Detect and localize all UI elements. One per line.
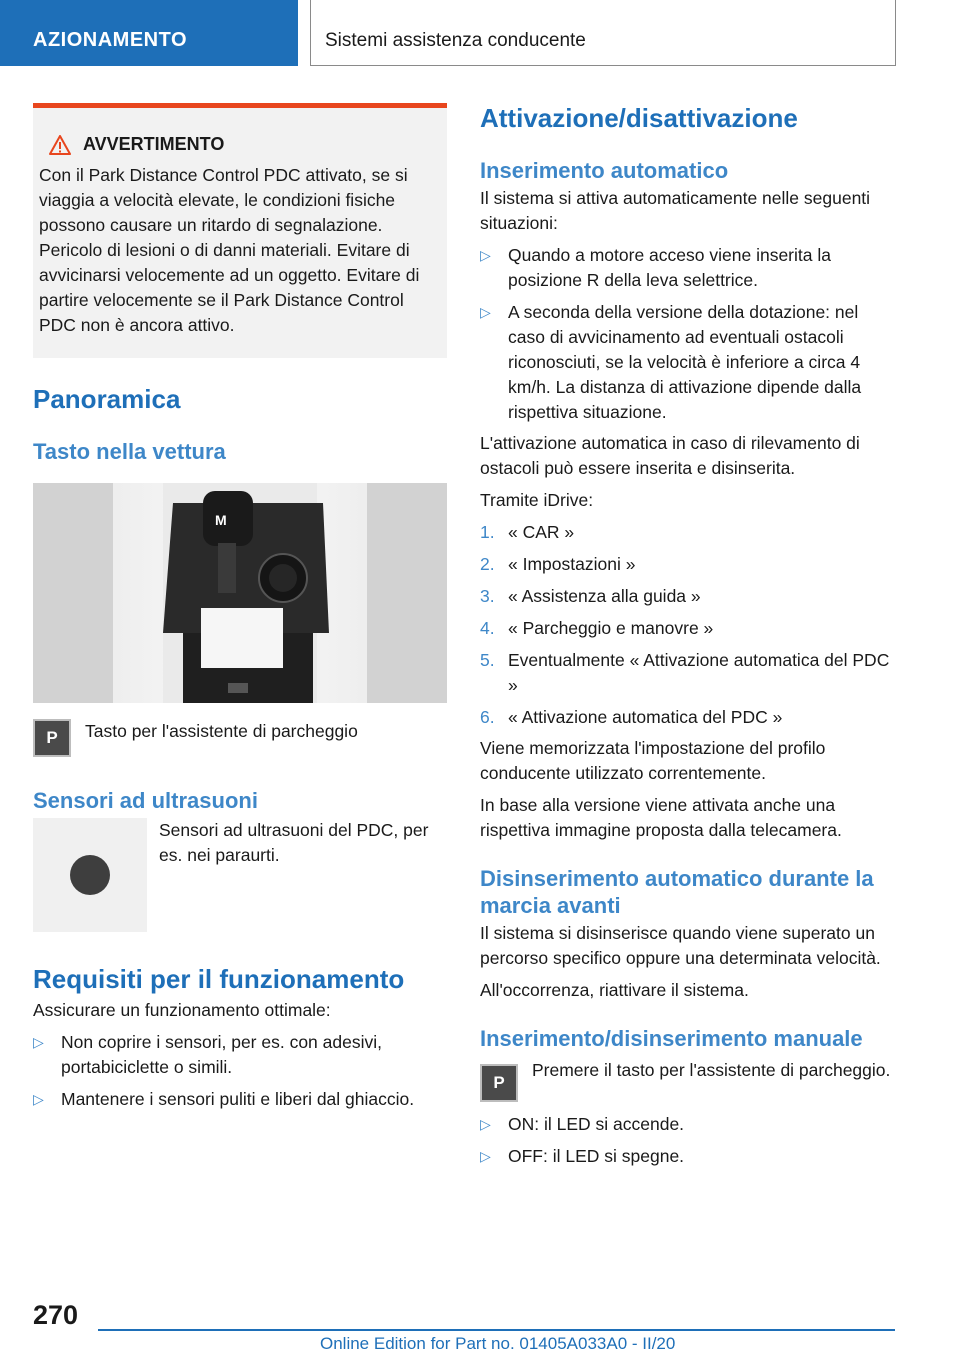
sensor-disc: [70, 855, 110, 895]
sensors-text: Sensori ad ultrasuoni del PDC, per es. nei paraurti.: [159, 820, 429, 865]
list-item: ▷ OFF: il LED si spegne.: [480, 1144, 896, 1169]
console-illustration: [33, 483, 447, 703]
button-caption-row: [33, 719, 447, 757]
sensors-row: [33, 818, 447, 932]
sensor-image: [33, 818, 147, 932]
list-item: 1. « CAR »: [480, 522, 575, 542]
left-column: [33, 103, 447, 1112]
auto-list: [480, 243, 896, 425]
overview-heading: Panoramica: [33, 384, 181, 414]
list-item: 6. « Attivazione automatica del PDC »: [480, 707, 783, 727]
warning-title: AVVERTIMENTO: [83, 134, 225, 154]
section-tab: AZIONAMENTO: [0, 0, 298, 66]
auto-note: L'attivazione automatica in caso di rilevamento di ostacoli può essere inserita e disinserita.: [480, 433, 860, 478]
parking-assistant-icon: P: [480, 1064, 518, 1102]
sensors-heading: Sensori ad ultrasuoni: [33, 788, 258, 813]
list-item: 2. « Impostazioni »: [480, 554, 636, 574]
auto-off-heading: Disinserimento automatico durante la marcia avanti: [480, 866, 874, 918]
warning-text: Con il Park Distance Control PDC attivato, se si viaggia a velocità elevate, le condizioni fisiche possono causare un ritardo di segnalazione. Pericolo di lesioni o di danni materiali. Evitare di avvicinarsi velocemente ad un oggetto. Evitare di partire velocemente se il Park Distance Control PDC non è ancora attivo.: [39, 165, 420, 335]
warning-heading: [39, 134, 439, 155]
auto-intro: Il sistema si attiva automaticamente nelle seguenti situazioni:: [480, 188, 871, 233]
svg-text:M: M: [215, 512, 227, 528]
button-caption: Tasto per l'assistente di parcheggio: [85, 721, 358, 741]
triangle-bullet-icon: ▷: [480, 1116, 491, 1132]
list-item: 5. Eventualmente « Attivazione automatica del PDC »: [480, 650, 890, 695]
list-item: 4. « Parcheggio e manovre »: [480, 618, 714, 638]
camera-text: In base alla versione viene attivata anche una rispettiva immagine proposta dalla telecamera.: [480, 795, 842, 840]
manual-heading: Inserimento/disinserimento manuale: [480, 1026, 863, 1051]
triangle-bullet-icon: ▷: [33, 1034, 44, 1050]
chapter-title: Sistemi assistenza conducente: [310, 0, 896, 66]
triangle-bullet-icon: ▷: [33, 1091, 44, 1107]
warning-triangle-icon: [49, 135, 71, 155]
triangle-bullet-icon: ▷: [480, 247, 491, 263]
list-item: ▷ Quando a motore acceso viene inserita la posizione R della leva selettrice.: [480, 245, 831, 290]
footer-divider: [98, 1329, 895, 1331]
auto-heading: Inserimento automatico: [480, 158, 729, 183]
right-column: [480, 103, 896, 1169]
activation-heading: Attivazione/disattivazione: [480, 103, 798, 133]
reactivate-text: All'occorrenza, riattivare il sistema.: [480, 980, 749, 1000]
memo-text: Viene memorizzata l'impostazione del profilo conducente utilizzato correntemente.: [480, 738, 826, 783]
manual-text: Premere il tasto per l'assistente di parcheggio.: [532, 1060, 891, 1080]
list-item: ▷ Non coprire i sensori, per es. con adesivi, portabiciclette o simili.: [33, 1032, 382, 1077]
requirements-intro: Assicurare un funzionamento ottimale:: [33, 1000, 331, 1020]
list-item: ▷ ON: il LED si accende.: [480, 1112, 896, 1137]
idrive-intro: Tramite iDrive:: [480, 490, 594, 510]
requirements-heading: Requisiti per il funzionamento: [33, 964, 405, 994]
idrive-steps: [480, 520, 896, 730]
warning-box: [33, 103, 447, 358]
requirements-list: [33, 1030, 447, 1112]
list-item: ▷ Mantenere i sensori puliti e liberi dal ghiaccio.: [33, 1087, 447, 1112]
page-number: 270: [33, 1300, 79, 1330]
list-item: 3. « Assistenza alla guida »: [480, 586, 701, 606]
console-photo: [33, 483, 447, 703]
triangle-bullet-icon: ▷: [480, 304, 491, 320]
manual-list: [480, 1112, 896, 1169]
list-item: ▷ A seconda della versione della dotazione: nel caso di avvicinamento ad eventuali ostacoli riconosciuti, se la velocità è inferiore a circa 4 km/h. La distanza di attivazione dipende dalla rispettiva situazione.: [480, 302, 862, 422]
auto-off-text: Il sistema si disinserisce quando viene superato un percorso specifico oppure una determinata velocità.: [480, 923, 881, 968]
edition-text: Online Edition for Part no. 01405A033A0 - II/20: [320, 1334, 676, 1353]
manual-row: [480, 1058, 896, 1102]
triangle-bullet-icon: ▷: [480, 1148, 491, 1164]
button-heading: Tasto nella vettura: [33, 439, 226, 464]
parking-assistant-icon: P: [33, 719, 71, 757]
